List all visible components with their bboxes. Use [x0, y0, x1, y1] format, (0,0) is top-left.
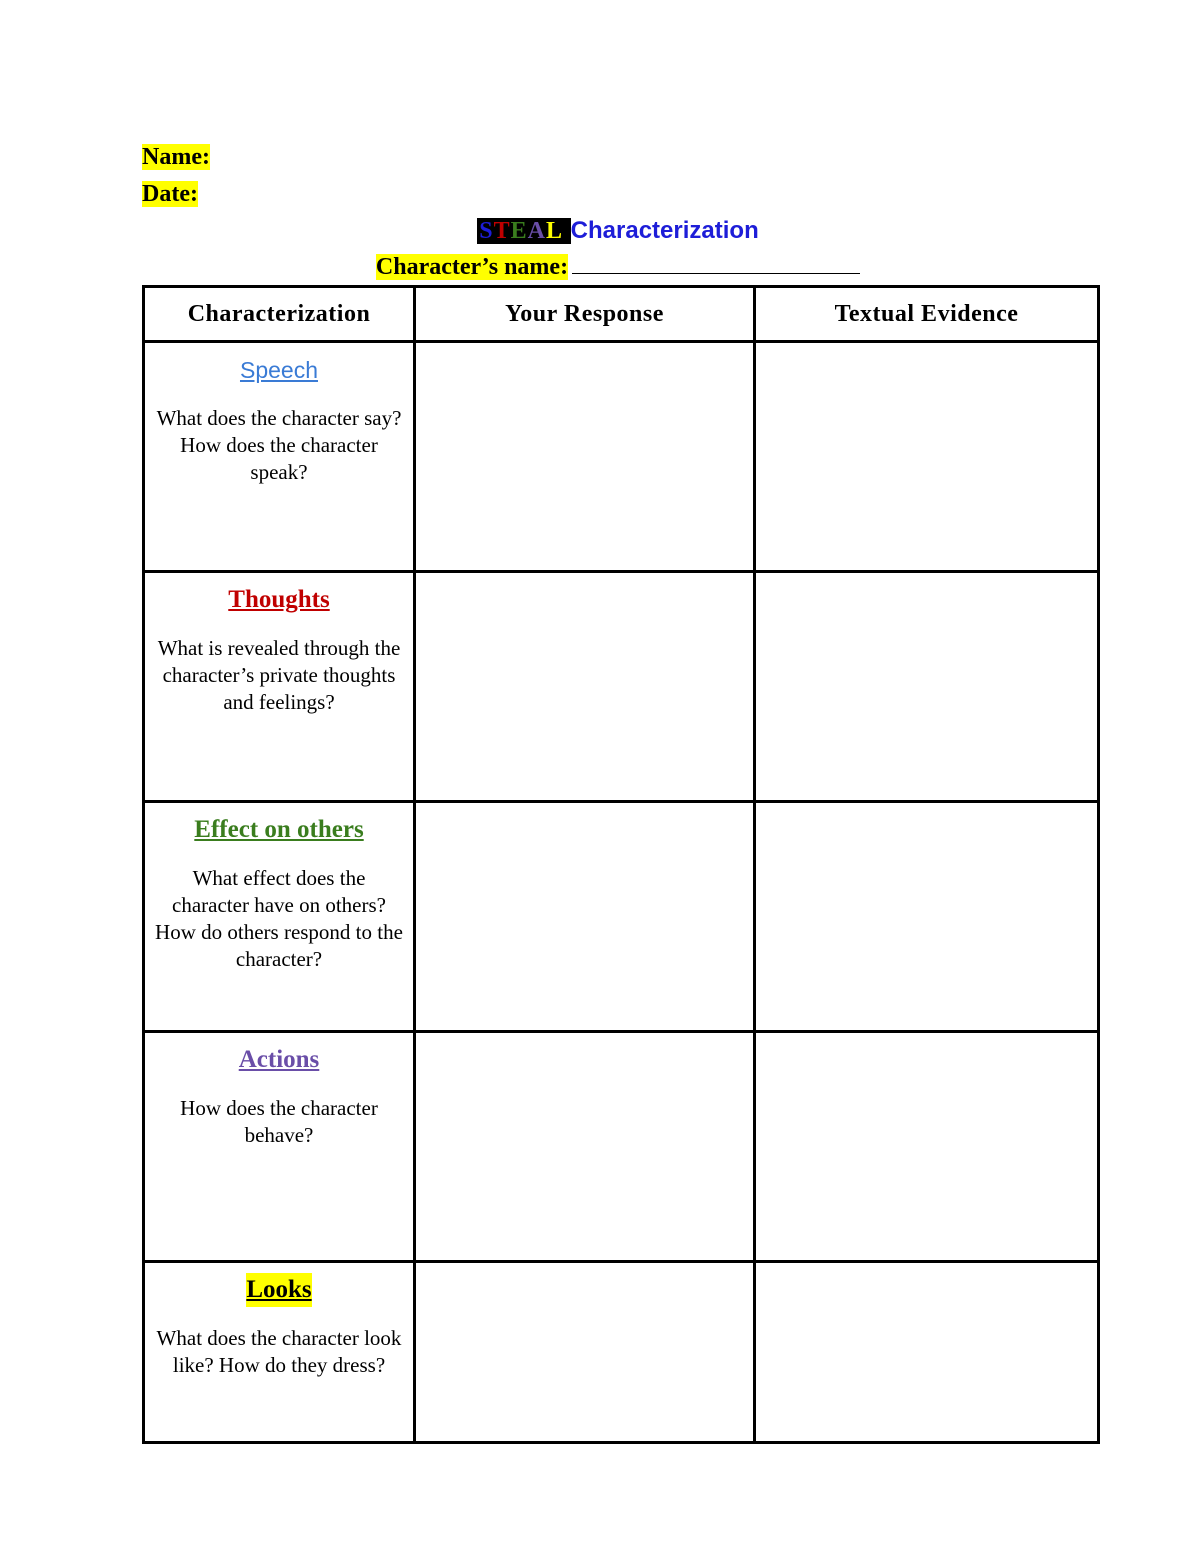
- response-cell[interactable]: [415, 1032, 755, 1262]
- steal-letter-e: E: [510, 218, 528, 244]
- table-row-actions: [144, 1032, 1099, 1262]
- category-title: Speech: [239, 357, 318, 383]
- category-title: Effect on others: [194, 816, 364, 843]
- steal-letter-s: S: [479, 218, 494, 244]
- category-title: Actions: [238, 1046, 320, 1073]
- category-description: How does the character behave?: [180, 1096, 378, 1147]
- evidence-cell[interactable]: [755, 802, 1099, 1032]
- name-label-text: Name:: [142, 144, 210, 170]
- category-title: Looks: [246, 1273, 311, 1307]
- category-cell: [144, 572, 415, 802]
- character-name-blank[interactable]: [572, 251, 860, 274]
- steal-acronym: [477, 218, 570, 244]
- steal-letter-a: A: [527, 218, 546, 244]
- response-cell[interactable]: [415, 1262, 755, 1443]
- header-characterization: Characterization: [144, 287, 415, 342]
- date-label: [142, 179, 198, 209]
- category-cell: [144, 1262, 415, 1443]
- category-cell: [144, 802, 415, 1032]
- category-description: What is revealed through the character’s private thoughts and feelings?: [157, 636, 401, 714]
- steal-letter-t: T: [493, 218, 511, 244]
- category-description: What does the character look like? How do they dress?: [156, 1326, 402, 1377]
- evidence-cell[interactable]: [755, 572, 1099, 802]
- name-label: [142, 142, 210, 172]
- header-row: [144, 287, 1099, 342]
- evidence-cell[interactable]: [755, 1032, 1099, 1262]
- evidence-cell[interactable]: [755, 1262, 1099, 1443]
- steal-table: [142, 285, 1100, 1444]
- category-description: What effect does the character have on others? How do others respond to the character?: [155, 866, 403, 971]
- category-description: What does the character say? How does the character speak?: [156, 406, 402, 484]
- evidence-cell[interactable]: [755, 342, 1099, 572]
- table-row-looks: [144, 1262, 1099, 1443]
- character-name-line: [0, 251, 1200, 283]
- header-textual-evidence: Textual Evidence: [755, 287, 1099, 342]
- category-cell: [144, 1032, 415, 1262]
- date-label-text: Date:: [142, 181, 198, 207]
- table-row-thoughts: [144, 572, 1099, 802]
- worksheet-title: [0, 215, 1200, 247]
- response-cell[interactable]: [415, 572, 755, 802]
- steal-letter-l: L: [545, 218, 562, 244]
- character-name-label: Character’s name:: [375, 254, 569, 280]
- table-row-effect-on-others: [144, 802, 1099, 1032]
- response-cell[interactable]: [415, 342, 755, 572]
- response-cell[interactable]: [415, 802, 755, 1032]
- header-your-response: Your Response: [415, 287, 755, 342]
- category-cell: [144, 342, 415, 572]
- table-row-speech: [144, 342, 1099, 572]
- title-text: Characterization: [570, 217, 759, 244]
- category-title: Thoughts: [228, 586, 330, 613]
